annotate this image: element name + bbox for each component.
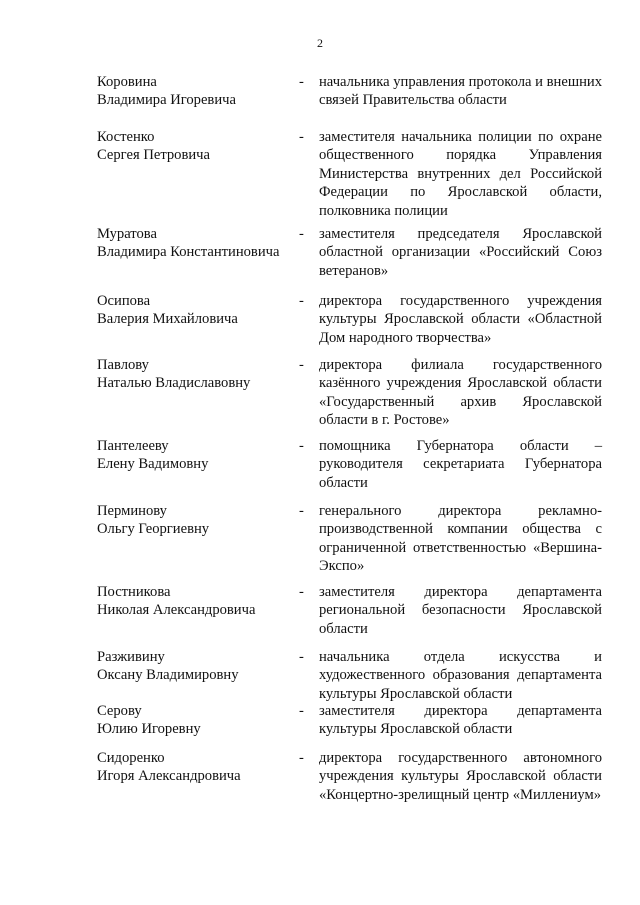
surname: Постникова xyxy=(97,584,171,600)
given-names: Владимира Игоревича xyxy=(97,92,236,109)
surname: Сидоренко xyxy=(97,750,165,766)
person-name xyxy=(97,749,292,786)
position-title: директора государственного автономного учреждения культуры Ярославской области «Концертно-зрелищный центр «Миллениум» xyxy=(319,750,602,803)
given-names: Игоря Александровича xyxy=(97,768,241,785)
position-title: директора филиала государственного казённого учреждения Ярославской области «Государственный архив Ярославской области в г. Ростове» xyxy=(319,357,602,429)
surname: Костенко xyxy=(97,129,155,145)
surname: Павлову xyxy=(97,357,149,373)
position-title: начальника управления протокола и внешних связей Правительства области xyxy=(319,74,602,109)
surname: Осипова xyxy=(97,293,151,309)
given-names: Наталью Владиславовну xyxy=(97,375,251,392)
surname: Разживину xyxy=(97,649,165,665)
person-name xyxy=(97,502,292,539)
person-name xyxy=(97,356,292,393)
position-title: заместителя директора департамента культуры Ярославской области xyxy=(319,703,602,738)
given-names: Николая Александровича xyxy=(97,602,256,619)
surname: Коровина xyxy=(97,74,157,90)
person-name xyxy=(97,583,292,620)
given-names: Сергея Петровича xyxy=(97,147,211,164)
dash-separator: - xyxy=(299,503,304,519)
position-title: заместителя начальника полиции по охране общественного порядка Управления Министерства внутренних дел Российской Федерации по Ярославской области, полковника полиции xyxy=(319,129,602,219)
given-names: Ольгу Георгиевну xyxy=(97,521,210,538)
dash-separator: - xyxy=(299,129,304,145)
position-title: директора государственного учреждения культуры Ярославской области «Областной Дом народного творчества» xyxy=(319,293,602,346)
position-title: заместителя директора департамента региональной безопасности Ярославской области xyxy=(319,584,602,637)
dash-separator: - xyxy=(299,584,304,600)
dash-separator: - xyxy=(299,703,304,719)
given-names: Оксану Владимировну xyxy=(97,667,239,684)
dash-separator: - xyxy=(299,438,304,454)
dash-separator: - xyxy=(299,357,304,373)
dash-separator: - xyxy=(299,74,304,90)
dash-separator: - xyxy=(299,226,304,242)
person-name xyxy=(97,225,292,262)
given-names: Владимира Константиновича xyxy=(97,244,280,261)
person-name xyxy=(97,73,292,110)
given-names: Елену Вадимовну xyxy=(97,456,209,473)
given-names: Юлию Игоревну xyxy=(97,721,201,738)
surname: Пантелееву xyxy=(97,438,169,454)
person-name xyxy=(97,702,292,739)
surname: Муратова xyxy=(97,226,157,242)
person-name xyxy=(97,292,292,329)
surname: Серову xyxy=(97,703,142,719)
position-title: генерального директора рекламно-производственной компании общества с ограниченной ответственностью «Вершина-Экспо» xyxy=(319,503,602,575)
person-name xyxy=(97,648,292,685)
given-names: Валерия Михайловича xyxy=(97,311,238,328)
position-title: начальника отдела искусства и художественного образования департамента культуры Ярославской области xyxy=(319,649,602,702)
dash-separator: - xyxy=(299,649,304,665)
dash-separator: - xyxy=(299,293,304,309)
position-title: заместителя председателя Ярославской областной организации «Российский Союз ветеранов» xyxy=(319,226,602,279)
dash-separator: - xyxy=(299,750,304,766)
position-title: помощника Губернатора области – руководителя секретариата Губернатора области xyxy=(319,438,602,491)
surname: Перминову xyxy=(97,503,167,519)
person-name xyxy=(97,437,292,474)
page-number: 2 xyxy=(317,36,323,50)
person-name xyxy=(97,128,292,165)
